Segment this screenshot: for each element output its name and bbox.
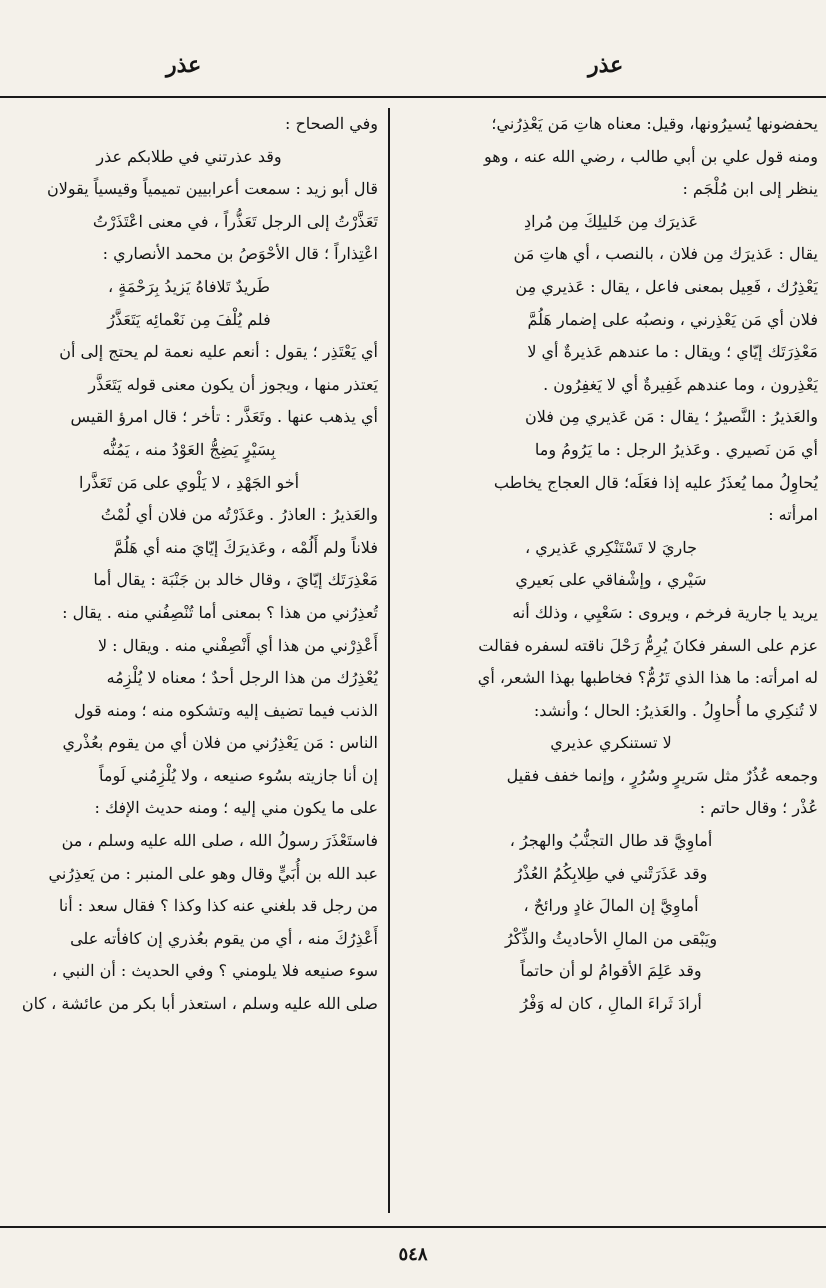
- header-rule: [0, 96, 826, 98]
- right-page-header: عذر: [588, 52, 624, 78]
- verse-line: أخو الجَهْدِ ، لا يَلْوي على مَن تَعَذَّرا: [78, 472, 300, 492]
- text-line: والعَذيرُ : النَّصيرُ ؛ يقال : مَن عَذيري مِن فلان: [524, 407, 818, 427]
- text-line: سوء صنيعه فلا يلومني ؟ وفي الحديث : أن النبي ،: [51, 961, 378, 981]
- text-line: على ما يكون مني إليه ؛ ومنه حديث الإفك :: [94, 798, 378, 818]
- text-line: يُحاوِلُ مما يُعذَرُ عليه إذا فعَلَه؛ قال العجاج يخاطب: [493, 472, 818, 492]
- text-line: لا تُنكِري ما أُحاوِلُ . والعَذيرُ: الحال ؛ وأنشد:: [533, 700, 818, 720]
- verse-line: جاريَ لا تَسْتَنْكِري عَذيري ،: [525, 537, 697, 557]
- text-line: عبد الله بن أُبَيٍّ وقال وهو على المنبر : من يَعذِرُني: [48, 863, 378, 883]
- text-line: تَعَذَّرْتُ إلى الرجل تَعَذُّراً ، في معنى اعْتَذَرْتُ: [92, 211, 378, 231]
- text-line: ومنه قول علي بن أبي طالب ، رضي الله عنه ، وهو: [484, 146, 818, 166]
- text-line: إن أنا جازيته بسُوء صنيعه ، ولا يُلْزِمُني لَوماً: [99, 765, 378, 785]
- verse-line: بِسَيْرٍ يَضِجُّ العَوْدُ منه ، يَمُنُّه: [102, 439, 276, 459]
- verse-line: أماوِيَّ إن المالَ غادٍ ورائحٌ ،: [523, 896, 699, 916]
- verse-line: أرادَ ثَراءَ المالِ ، كان له وَفْرُ: [520, 994, 702, 1014]
- verse-line: أماوِيَّ قد طال التجنُّبُ والهجرُ ،: [509, 831, 713, 851]
- verse-line: طَريدٌ تَلافاهُ يَزيدُ بِرَحْمَةٍ ،: [108, 276, 270, 296]
- text-line: الناس : مَن يَعْذِرُني من فلان أي من يقوم بعُذْري: [62, 733, 378, 753]
- text-line: يريد يا جارية فرخم ، ويروى : سَعْيِي ، وذلك أنه: [512, 602, 818, 622]
- text-line: يَعْذِرُك ، فَعِيل بمعنى فاعل ، يقال : عَذيري مِن: [515, 276, 818, 296]
- text-line: مَعْذِرَتَك إيّاي ؛ ويقال : ما عندهم عَذيرةٌ أي لا: [527, 342, 818, 362]
- text-line: يقال : عَذيرَك مِن فلان ، بالنصب ، أي هاتِ مَن: [513, 244, 818, 264]
- verse-line: عَذيرَك مِن خَليلِكَ مِن مُرادِ: [523, 211, 699, 231]
- column-divider: [388, 108, 390, 1213]
- text-line: والعَذيرُ : العاذرُ . وعَذَرْتُه من فلان أي لُمْتُ: [100, 505, 378, 525]
- text-line: قال أبو زيد : سمعت أعرابيين تميمياً وقيسياً يقولان: [47, 179, 378, 199]
- text-line: فاستَعْذَرَ رسولُ الله ، صلى الله عليه وسلم ، من: [61, 831, 378, 851]
- text-line: اعْتِذاراً ؛ قال الأحْوَصُ بن محمد الأنصاري :: [102, 244, 378, 264]
- verse-line: فلم يُلْفَ مِن نَعْمائِه يَتَعَذَّرُ: [107, 309, 271, 329]
- text-line: وفي الصحاح :: [285, 114, 378, 133]
- text-line: فلان أي مَن يَعْذِرني ، ونصبُه على إضمار هَلُمَّ: [527, 309, 818, 329]
- text-line: أَعْذِرُكَ منه ، أي من يقوم بعُذري إن كافأته على: [70, 928, 378, 948]
- text-line: من رجل قد بلغني عنه كذا وكذا ؟ فقال سعد : أنا: [58, 896, 378, 916]
- text-line: يحفضونها يُسيرُونها، وقيل: معناه هاتِ مَن يَعْذِرُني؛: [491, 114, 818, 133]
- text-line: امرأته :: [768, 505, 818, 525]
- verse-line: وقد عَلِمَ الأقوامُ لو أن حاتماً: [520, 961, 702, 981]
- text-line: يَعْذِرون ، وما عندهم غَفِيرةٌ أي لا يَغفِرُون .: [543, 374, 818, 394]
- footer-rule: [0, 1226, 826, 1228]
- text-line: أي يَعْتَذِر ؛ يقول : أنعم عليه نعمة لم يحتج إلى أن: [59, 342, 378, 362]
- text-line: تُعذِرُني من هذا ؟ بمعنى أما تُنْصِفُني منه . يقال :: [62, 602, 378, 622]
- text-line: صلى الله عليه وسلم ، استعذر أبا بكر من عائشة ، كان: [21, 994, 378, 1014]
- text-line: أي يذهب عنها . وتَعَذَّر : تأخر ؛ قال امرؤ القيس: [70, 407, 378, 427]
- text-line: له امرأته: ما هذا الذي تَرُمُّ؟ فخاطبها بهذا الشعر، أي: [477, 668, 818, 688]
- left-text-column: [0, 108, 378, 1213]
- verse-line: لا تستنكري عذيري: [550, 733, 672, 753]
- verse-line: سَيْري ، وإشْفاقي على بَعيري: [515, 570, 707, 590]
- text-line: الذنب فيما تضيف إليه وتشكوه منه ؛ ومنه قول: [74, 700, 378, 720]
- text-line: يُعْذِرُك من هذا الرجل أحدٌ ؛ معناه لا يُلْزِمُه: [106, 668, 378, 688]
- text-line: أَعْذِرْني من هذا أي أَنْصِفْني منه . ويقال : لا: [97, 635, 378, 655]
- text-line: فلاناً ولم أَلُمْه ، وعَذيرَكَ إيّايَ منه أي هَلُمَّ: [113, 537, 378, 557]
- text-line: عزم على السفر فكانَ يُرِمُّ رَحْلَ ناقته لسفره فقالت: [478, 635, 818, 655]
- text-line: وجمعه عُذُرٌ مثل سَريرٍ وسُرُرٍ ، وإنما خفف فقيل: [506, 765, 818, 785]
- verse-line: وقد عذرتني في طلابكم عذر: [96, 146, 282, 166]
- text-line: ينظر إلى ابن مُلْجَم :: [682, 179, 818, 199]
- left-page-header: عذر: [166, 52, 202, 78]
- text-line: يَعتذر منها ، ويجوز أن يكون معنى قوله يَتَعَذَّر: [88, 374, 378, 394]
- text-line: مَعْذِرَتَك إيّايَ ، وقال خالد بن جَنْبَة : يقال أما: [93, 570, 378, 590]
- page-number: ٥٤٨: [398, 1244, 428, 1265]
- right-text-column: [404, 108, 818, 1213]
- text-line: عُذْر ؛ وقال حاتم :: [699, 798, 818, 818]
- verse-line: ويَبْقى من المالِ الأحاديثُ والذِّكْرُ: [504, 928, 718, 948]
- text-line: أي مَن نَصيري . وعَذيرُ الرجل : ما يَرُومُ وما: [534, 439, 818, 459]
- verse-line: وقد عَذَرَتْني في طِلابِكُمُ العُذْرُ: [514, 863, 708, 883]
